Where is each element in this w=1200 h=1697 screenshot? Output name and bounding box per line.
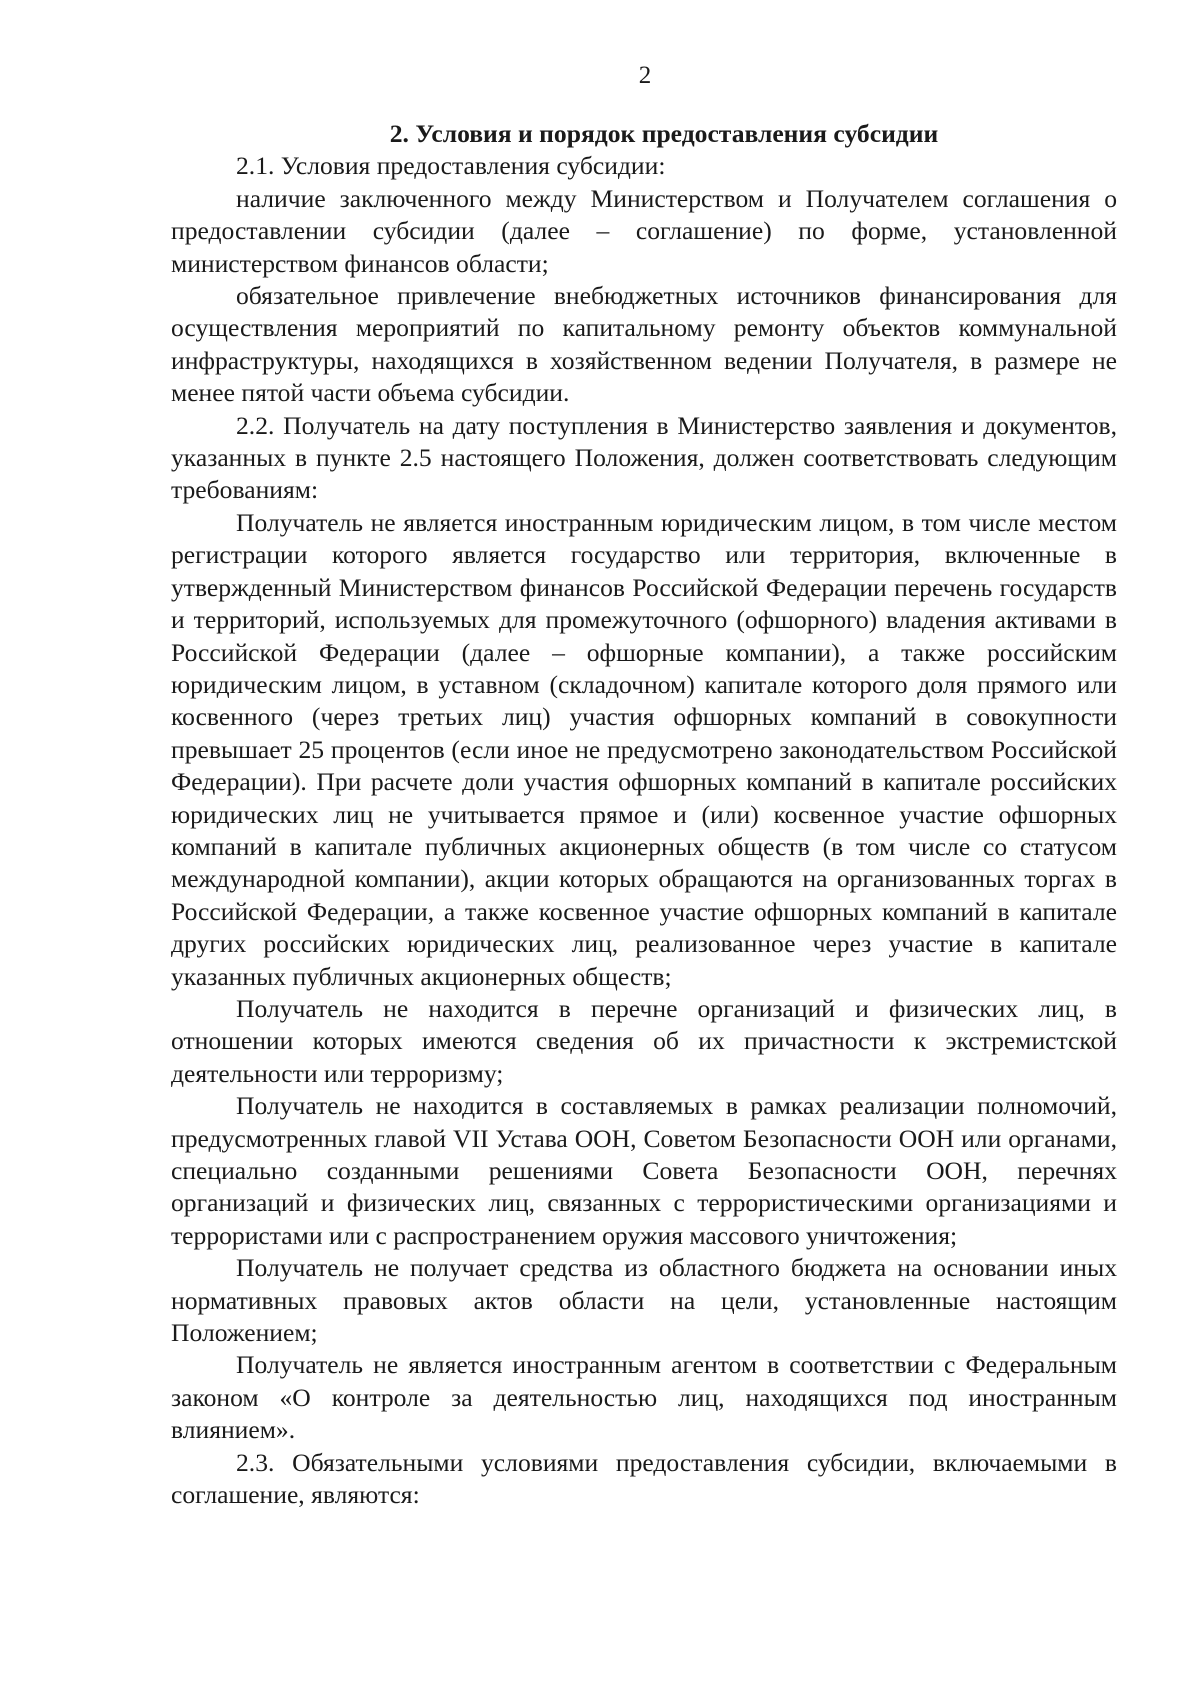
paragraph-2-1: 2.1. Условия предоставления субсидии: <box>236 151 666 181</box>
paragraph-agreement: наличие заключенного между Министерством и Получателем соглашения о предоставлении субсидии (далее – соглашение) по форме, установленной министерством финансов области; <box>171 183 1117 278</box>
paragraph-2-3: 2.3. Обязательными условиями предоставления субсидии, включаемыми в соглашение, являются: <box>171 1447 1117 1510</box>
page-number: 2 <box>638 62 652 89</box>
paragraph-extremism: Получатель не находится в перечне организаций и физических лиц, в отношении которых имеются сведения об их причастности к экстремистской деятельности или терроризму; <box>171 993 1117 1088</box>
paragraph-foreign-agent: Получатель не является иностранным агентом в соответствии с Федеральным законом «О контроле за деятельностью лиц, находящихся под иностранным влиянием». <box>171 1350 1117 1445</box>
section-heading: 2. Условия и порядок предоставления субсидии <box>389 119 939 148</box>
paragraph-budget-funds: Получатель не получает средства из областного бюджета на основании иных нормативных правовых актов области на цели, установленные настоящим Положением; <box>171 1253 1117 1348</box>
document-body <box>171 118 1117 1511</box>
paragraph-offshore: Получатель не является иностранным юридическим лицом, в том числе местом регистрации которого является государство или территория, включенные в утвержденный Министерством финансов Российской Федерации перечень государств и территорий, используемых для промежуточного (офшорного) владения активами в Российской Федерации (далее – офшорные компании), а также российским юридическим лицом, в уставном (складочном) капитале которого доля прямого или косвенного (через третьих лиц) участия офшорных компаний в совокупности превышает 25 процентов (если иное не предусмотрено законодательством Российской Федерации). При расчете доли участия офшорных компаний в капитале российских юридических лиц не учитывается прямое и (или) косвенное участие офшорных компаний в капитале публичных акционерных обществ (в том числе со статусом международной компании), акции которых обращаются на организованных торгах в Российской Федерации, а также косвенное участие офшорных компаний в капитале других российских юридических лиц, реализованное через участие в капитале указанных публичных акционерных обществ; <box>171 507 1117 991</box>
paragraph-extrabudgetary: обязательное привлечение внебюджетных источников финансирования для осуществления мероприятий по капитальному ремонту объектов коммунальной инфраструктуры, находящихся в хозяйственном ведении Получателя, в размере не менее пятой части объема субсидии. <box>171 281 1117 408</box>
paragraph-un-lists: Получатель не находится в составляемых в рамках реализации полномочий, предусмотренных главой VII Устава ООН, Советом Безопасности ООН или органами, специально созданными решениями Совета Безопасности ООН, перечнях организаций и физических лиц, связанных с террористическими организациями и террористами или с распространением оружия массового уничтожения; <box>171 1091 1117 1250</box>
paragraph-2-2: 2.2. Получатель на дату поступления в Министерство заявления и документов, указанных в пункте 2.5 настоящего Положения, должен соответствовать следующим требованиям: <box>171 410 1117 505</box>
